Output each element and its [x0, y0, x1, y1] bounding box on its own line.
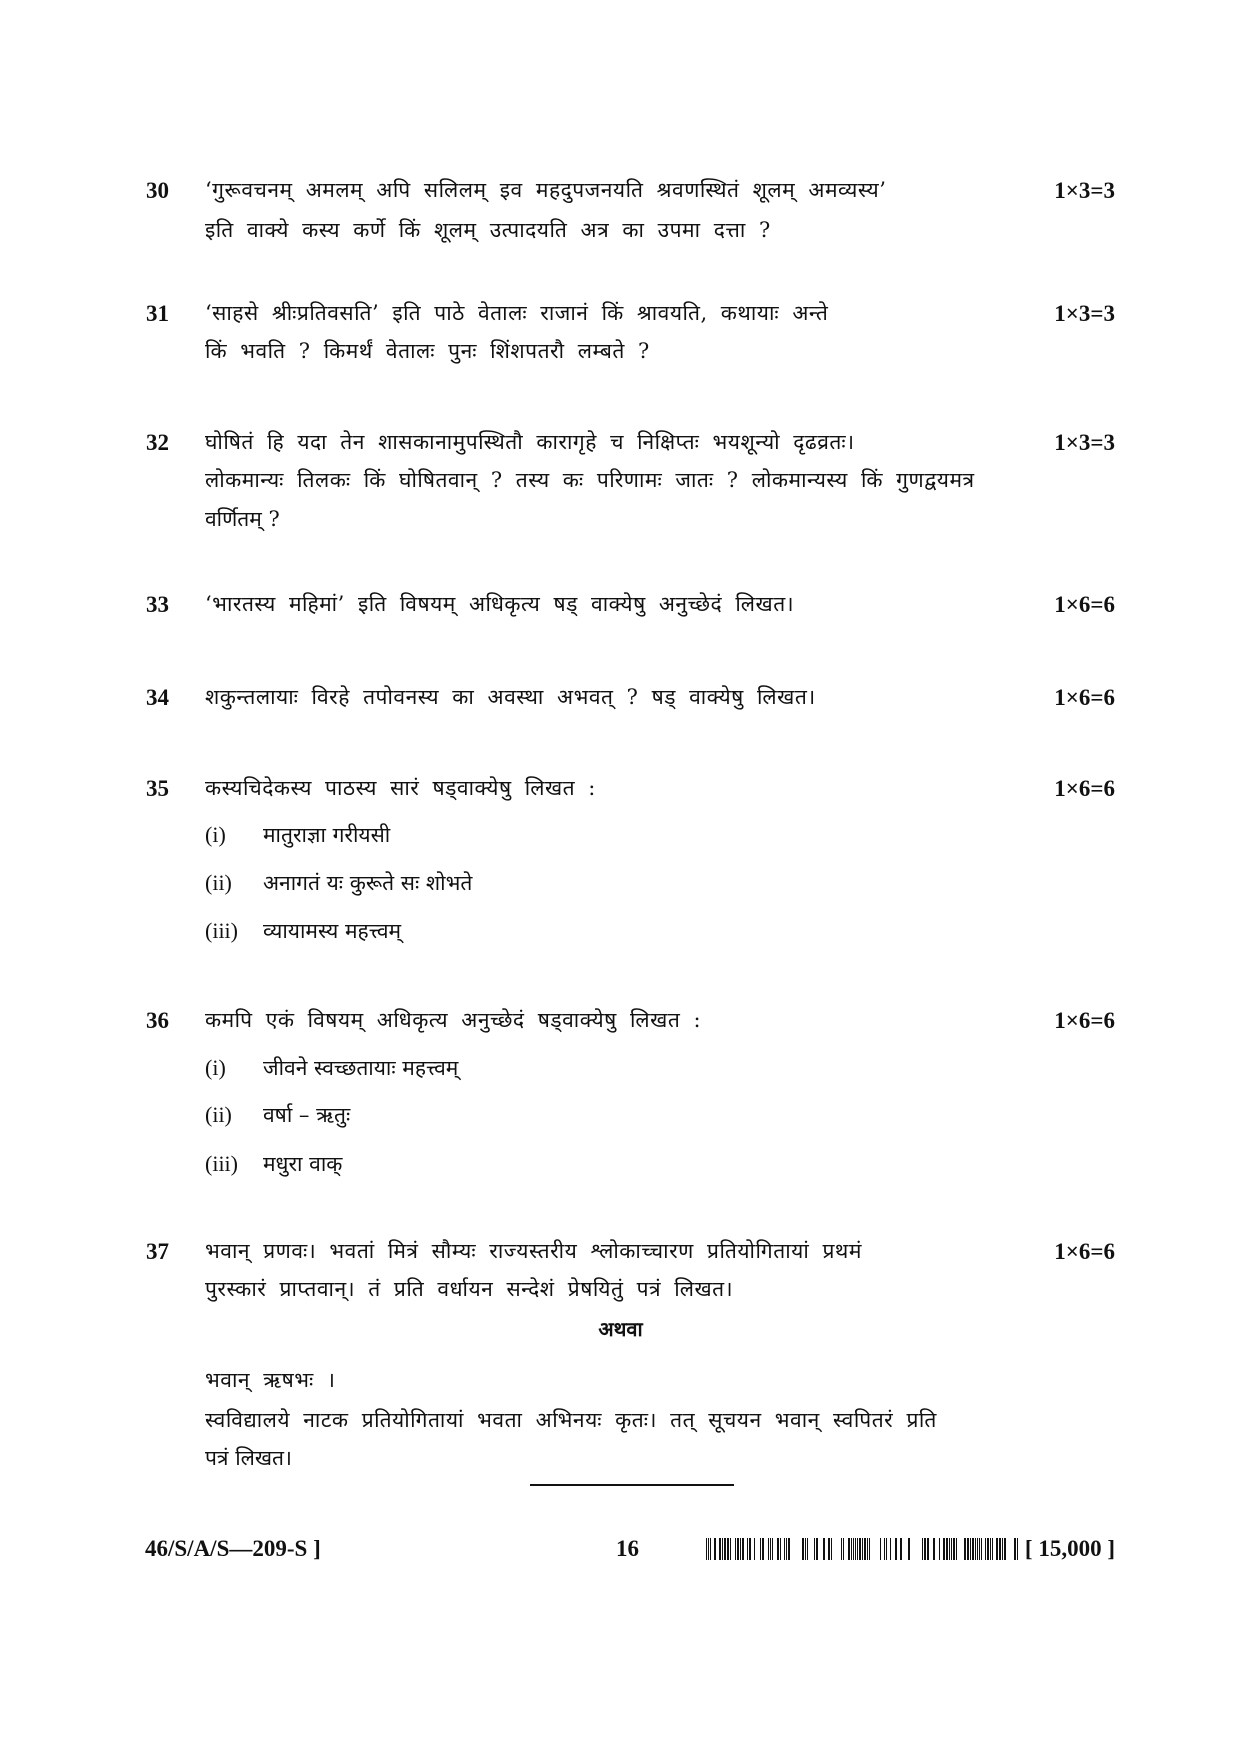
barcode-bar — [706, 1538, 707, 1560]
option-number: (i) — [205, 822, 226, 847]
question-text-line: ‘गुरूवचनम् अमलम् अपि सलिलम् इव महदुपजनयति श्रवणस्थितं शूलम् अमव्यस्य’ — [205, 178, 887, 202]
barcode-bar — [987, 1538, 989, 1560]
barcode-bar — [869, 1538, 870, 1560]
end-rule — [530, 1484, 734, 1486]
barcode-bar — [719, 1538, 721, 1560]
question-number: 32 — [146, 430, 169, 455]
barcode-bar — [754, 1538, 755, 1560]
option-item — [205, 1101, 350, 1129]
option-item — [205, 869, 472, 897]
barcode-bar — [867, 1538, 868, 1560]
marks: 1×3=3 — [1054, 178, 1115, 203]
option-number: (ii) — [205, 870, 232, 895]
barcode-bar — [859, 1538, 861, 1560]
barcode-bar — [814, 1538, 815, 1560]
barcode-bar — [747, 1538, 748, 1560]
barcode-bar — [1002, 1538, 1003, 1560]
option-number: (i) — [205, 1055, 226, 1080]
barcode-bar — [740, 1538, 741, 1560]
barcode-bar — [908, 1538, 910, 1560]
option-item — [205, 821, 390, 849]
option-text: मातुराज्ञा गरीयसी — [263, 823, 391, 847]
marks: 1×6=6 — [1054, 776, 1115, 801]
barcode-bar — [900, 1538, 902, 1560]
barcode-bar — [999, 1538, 1001, 1560]
barcode-bar — [1004, 1538, 1006, 1560]
option-item — [205, 1054, 458, 1082]
option-text: अनागतं यः कुरूते सः शोभते — [263, 871, 473, 895]
question-number: 37 — [146, 1239, 169, 1264]
barcode-bar — [828, 1538, 830, 1560]
barcode-bar — [972, 1538, 974, 1560]
barcode-bar — [772, 1538, 773, 1560]
barcode-bar — [943, 1538, 945, 1560]
barcode-bar — [884, 1538, 885, 1560]
barcode-bar — [895, 1538, 897, 1560]
paper-code: 46/S/A/S—209-S ] — [145, 1536, 321, 1561]
barcode-bar — [816, 1538, 818, 1560]
barcode-bar — [777, 1538, 779, 1560]
question-text-line: कस्यचिदेकस्य पाठस्य सारं षड्वाक्येषु लिखत : — [205, 776, 596, 800]
barcode-bar — [880, 1538, 881, 1560]
or-separator: अथवा — [598, 1317, 643, 1341]
barcode-bar — [807, 1538, 808, 1560]
marks: 1×6=6 — [1054, 592, 1115, 617]
option-number: (iii) — [205, 1151, 238, 1176]
alt-question-line: पत्रं लिखत। — [205, 1446, 292, 1470]
marks: 1×6=6 — [1054, 685, 1115, 710]
option-item — [205, 1150, 342, 1178]
option-text: जीवने स्वच्छतायाः महत्त्वम् — [263, 1056, 459, 1080]
barcode-bar — [823, 1538, 825, 1560]
barcode-bar — [1017, 1538, 1018, 1560]
question-text-line: घोषितं हि यदा तेन शासकानामुपस्थितौ कारागृहे च निक्षिप्तः भयशून्यो दृढव्रतः। — [205, 430, 855, 454]
page-number: 16 — [616, 1536, 639, 1561]
barcode-bar — [722, 1538, 723, 1560]
question-text-line: पुरस्कारं प्राप्तवान्। तं प्रति वर्धायन सन्देशं प्रेषयितुं पत्रं लिखत। — [205, 1277, 734, 1301]
alt-question-line: भवान् ऋषभः । — [205, 1368, 336, 1392]
question-text-line: इति वाक्ये कस्य कर्णे किं शूलम् उत्पादयति अत्र का उपमा दत्ता ? — [205, 218, 771, 242]
barcode-bar — [992, 1538, 993, 1560]
option-number: (ii) — [205, 1102, 232, 1127]
barcode-bar — [979, 1538, 980, 1560]
barcode-bar — [890, 1538, 891, 1560]
barcode-bar — [831, 1538, 832, 1560]
question-text-line: किं भवति ? किमर्थं वेतालः पुनः शिंशपतरौ लम्बते ? — [205, 339, 650, 363]
question-text-line: शकुन्तलायाः विरहे तपोवनस्य का अवस्था अभवत् ? षड् वाक्येषु लिखत। — [205, 685, 816, 709]
marks: 1×6=6 — [1054, 1008, 1115, 1033]
barcode-bar — [964, 1538, 966, 1560]
question-number: 35 — [146, 776, 169, 801]
question-text-line: ‘भारतस्य महिमां’ इति विषयम् अधिकृत्य षड् वाक्येषु अनुच्छेदं लिखत। — [205, 592, 795, 616]
barcode-bar — [760, 1538, 761, 1560]
barcode-bar — [857, 1538, 858, 1560]
question-number: 31 — [146, 301, 169, 326]
barcode-bar — [770, 1538, 771, 1560]
barcode-bar — [708, 1538, 709, 1560]
barcode-bar — [848, 1538, 850, 1560]
barcode-icon — [706, 1538, 1018, 1560]
barcode-bar — [862, 1538, 863, 1560]
barcode-bar — [990, 1538, 991, 1560]
barcode-bar — [841, 1538, 842, 1560]
question-text-line: लोकमान्यः तिलकः किं घोषितवान् ? तस्य कः परिणामः जातः ? लोकमान्यस्य किं गुणद्वयमत्र — [205, 468, 975, 492]
barcode-bar — [851, 1538, 852, 1560]
barcode-bar — [951, 1538, 952, 1560]
barcode-bar — [710, 1538, 711, 1560]
barcode-bar — [970, 1538, 971, 1560]
barcode-bar — [727, 1538, 729, 1560]
barcode-bar — [977, 1538, 978, 1560]
barcode-bar — [864, 1538, 866, 1560]
barcode-bar — [1014, 1538, 1016, 1560]
barcode-bar — [981, 1538, 982, 1560]
question-number: 34 — [146, 685, 169, 710]
barcode-bar — [730, 1538, 731, 1560]
barcode-bar — [922, 1538, 923, 1560]
barcode-bar — [742, 1538, 744, 1560]
barcode-bar — [933, 1538, 935, 1560]
barcode-bar — [786, 1538, 787, 1560]
option-item — [205, 917, 401, 945]
question-text-line: कमपि एकं विषयम् अधिकृत्य अनुच्छेदं षड्वाक्येषु लिखत : — [205, 1008, 702, 1032]
question-number: 33 — [146, 592, 169, 617]
barcode-bar — [886, 1538, 887, 1560]
marks: 1×3=3 — [1054, 301, 1115, 326]
barcode-bar — [802, 1538, 804, 1560]
option-text: वर्षा – ऋतुः — [263, 1103, 351, 1127]
question-number: 36 — [146, 1008, 169, 1033]
barcode-bar — [724, 1538, 726, 1560]
barcode-bar — [985, 1538, 986, 1560]
barcode-bar — [853, 1538, 854, 1560]
barcode-bar — [967, 1538, 969, 1560]
barcode-bar — [927, 1538, 929, 1560]
barcode-bar — [956, 1538, 957, 1560]
barcode-bar — [805, 1538, 806, 1560]
question-text-line: ‘साहसे श्रीःप्रतिवसति’ इति पाठे वेतालः राजानं किं श्रावयति, कथायाः अन्ते — [205, 301, 829, 325]
barcode-bar — [996, 1538, 998, 1560]
question-number: 30 — [146, 178, 169, 203]
barcode-bar — [946, 1538, 948, 1560]
barcode-bar — [768, 1538, 769, 1560]
barcode-bar — [784, 1538, 785, 1560]
barcode-bar — [735, 1538, 736, 1560]
marks: 1×3=3 — [1054, 430, 1115, 455]
option-text: व्यायामस्य महत्त्वम् — [263, 919, 402, 943]
barcode-bar — [949, 1538, 950, 1560]
option-text: मधुरा वाक् — [263, 1152, 343, 1176]
barcode-bar — [737, 1538, 739, 1560]
barcode-bar — [714, 1538, 716, 1560]
question-text-line: वर्णितम् ? — [205, 507, 280, 531]
barcode-bar — [843, 1538, 844, 1560]
barcode-bar — [855, 1538, 856, 1560]
barcode-bar — [953, 1538, 955, 1560]
barcode-bar — [975, 1538, 976, 1560]
barcode-bar — [762, 1538, 764, 1560]
option-number: (iii) — [205, 918, 238, 943]
alt-question-line: स्वविद्यालये नाटक प्रतियोगितायां भवता अभिनयः कृतः। तत् सूचयन भवान् स्वपितरं प्रति — [205, 1408, 937, 1432]
question-text-line: भवान् प्रणवः। भवतां मित्रं सौम्यः राज्यस्तरीय श्लोकाच्चारण प्रतियोगितायां प्रथमं — [205, 1239, 862, 1263]
barcode-bar — [780, 1538, 781, 1560]
barcode-bar — [939, 1538, 940, 1560]
marks: 1×6=6 — [1054, 1239, 1115, 1264]
barcode-bar — [749, 1538, 751, 1560]
barcode-bar — [924, 1538, 926, 1560]
print-count: [ 15,000 ] — [1024, 1536, 1115, 1561]
barcode-bar — [788, 1538, 790, 1560]
